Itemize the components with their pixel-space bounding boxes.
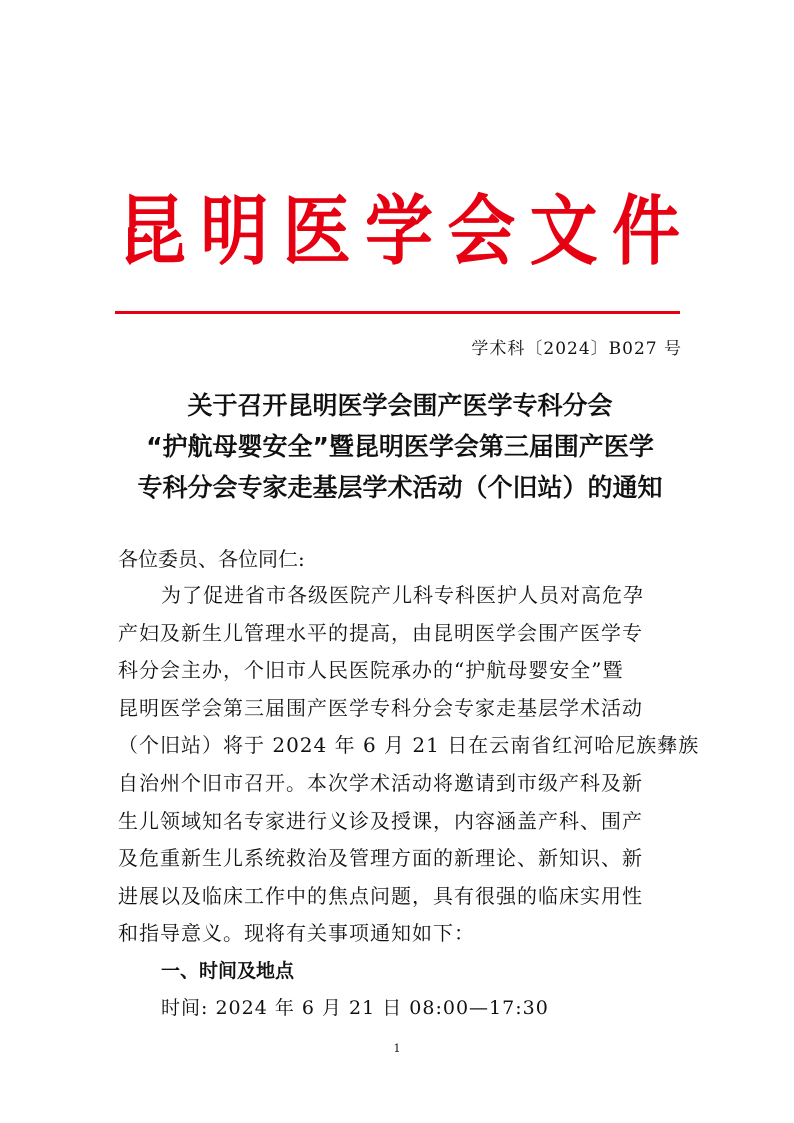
body-line: 产妇及新生儿管理水平的提高，由昆明医学会围产医学专 [118, 620, 643, 645]
notice-title-line: “护航母婴安全”暨昆明医学会第三届围产医学 [146, 432, 654, 461]
event-time: 时间: 2024 年 6 月 21 日 08:00—17:30 [161, 997, 549, 1019]
document-header-title [118, 188, 680, 278]
salutation: 各位委员、各位同仁: [118, 547, 305, 571]
body-line: 为了促进省市各级医院产儿科专科医护人员对高危孕 [161, 583, 644, 607]
body-line: 及危重新生儿系统救治及管理方面的新理论、新知识、新 [118, 846, 643, 871]
header-char: 明 [200, 188, 269, 277]
notice-body [118, 577, 698, 953]
notice-title-line: 专科分会专家走基层学术活动（个旧站）的通知 [137, 473, 663, 502]
header-char: 医 [282, 188, 351, 277]
body-line: 科分会主办，个旧市人民医院承办的“护航母婴安全”暨 [118, 658, 624, 683]
body-line: （个旧站）将于 2024 年 6 月 21 日在云南省红河哈尼族彝族 [118, 733, 700, 758]
body-line: 生儿领域知名专家进行义诊及授课，内容涵盖产科、围产 [118, 808, 643, 833]
header-char: 昆 [118, 188, 187, 277]
notice-title-line: 关于召开昆明医学会围产医学专科分会 [187, 391, 613, 420]
header-char: 会 [447, 188, 516, 277]
document-number: 学术科〔2024〕B027 号 [471, 339, 682, 359]
header-char: 学 [364, 188, 433, 277]
body-line: 和指导意义。现将有关事项通知如下： [118, 921, 475, 946]
page-number: 1 [393, 1042, 401, 1055]
header-red-rule [115, 311, 680, 314]
body-line: 进展以及临床工作中的焦点问题，具有很强的临床实用性 [118, 883, 643, 908]
body-line: 昆明医学会第三届围产医学专科分会专家走基层学术活动 [118, 695, 643, 720]
notice-title [110, 385, 690, 508]
section-heading-time-place: 一、时间及地点 [161, 960, 295, 982]
header-char: 件 [611, 188, 680, 277]
header-char: 文 [529, 188, 598, 277]
body-line: 自治州个旧市召开。本次学术活动将邀请到市级产科及新 [118, 770, 643, 795]
